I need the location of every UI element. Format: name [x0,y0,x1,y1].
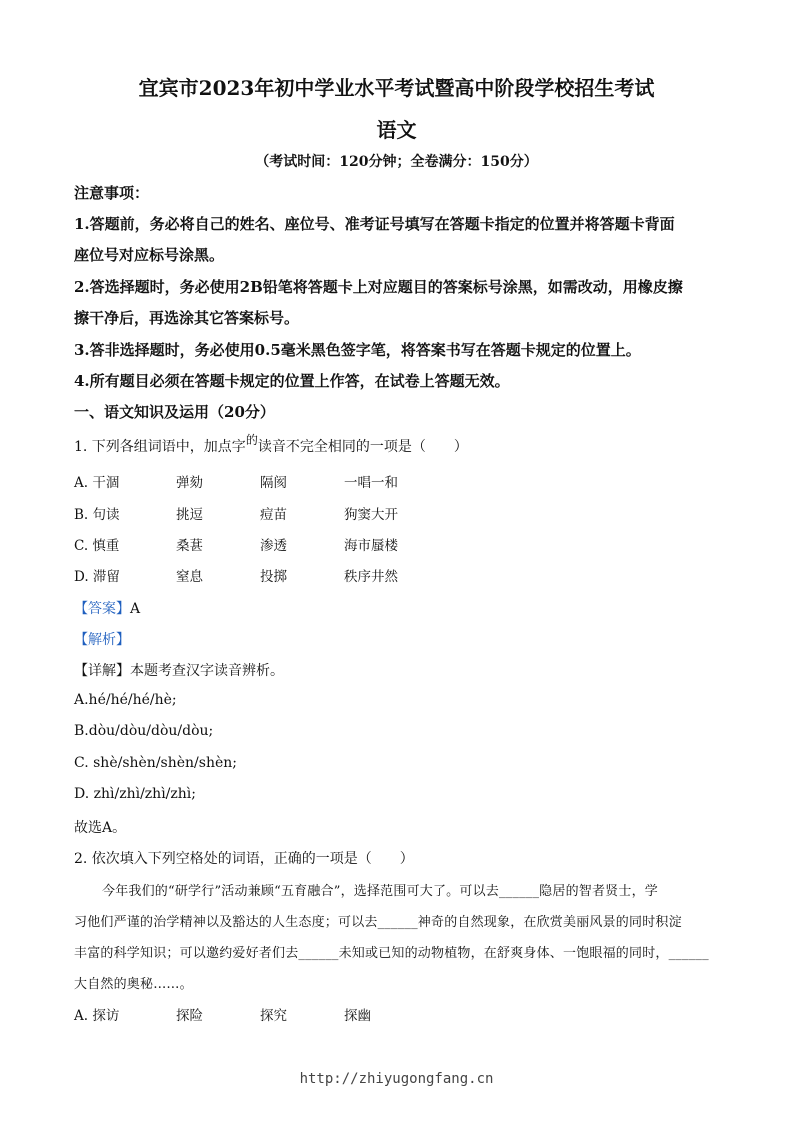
q1-stem [74,433,468,456]
q2-passage-line-2: 习他们严谨的治学精神以及豁达的人生态度；可以去______神奇的自然现象，在欣赏美丽风景的同时积淀 [74,915,682,930]
q2-option-a-w1: A. 探访 [74,1008,120,1024]
q1-option-c-w4: 海市蜃楼 [344,538,398,554]
q2-option-a-w4: 探幽 [344,1008,371,1024]
notice-item-3: 3.答非选择题时，务必使用0.5毫米黑色签字笔，将答案书写在答题卡规定的位置上。 [74,341,641,359]
q2-option-a-w3: 探究 [260,1008,287,1024]
q1-option-b-w4: 狗窦大开 [344,507,398,523]
q2-passage-line-3: 丰富的科学知识；可以邀约爱好者们去______未知或已知的动物植物，在舒爽身体、一饱眼福的同时，______ [74,946,709,961]
q1-option-b-w1: B. 句读 [74,507,120,523]
q1-option-b-w3: 痘苗 [260,507,287,523]
notice-item-2-cont: 擦干净后，再选涂其它答案标号。 [74,309,300,327]
q2-passage-line-1: 今年我们的“研学行”活动兼顾“五育融合”，选择范围可大了。可以去______隐居的智者贤士，学 [102,884,658,899]
q1-pinyin-b: B.dòu/dòu/dòu/dòu; [74,723,214,739]
notice-item-4: 4.所有题目必须在答题卡规定的位置上作答，在试卷上答题无效。 [74,372,510,390]
q1-stem-b: 读音不完全相同的一项是（ ） [257,439,468,455]
q1-stem-sup: 的 [245,433,258,447]
exam-title: 宜宾市2023年初中学业水平考试暨高中阶段学校招生考试 [138,76,655,100]
exam-info: （考试时间：120分钟；全卷满分：150分） [255,154,538,170]
q1-answer [74,598,140,618]
q1-option-c-w3: 渗透 [260,538,287,554]
q1-detail: 【详解】本题考查汉字读音辨析。 [74,663,284,679]
q1-option-b-w2: 挑逗 [176,507,203,523]
notice-item-1-cont: 座位号对应标号涂黑。 [74,246,225,264]
q1-stem-a: 1. 下列各组词语中，加点字 [74,439,246,455]
q1-conclusion: 故选A。 [74,820,127,836]
q1-option-d-w3: 投掷 [260,569,287,585]
q1-pinyin-a: A.hé/hé/hé/hè; [74,692,177,708]
q2-stem: 2. 依次填入下列空格处的词语，正确的一项是（ ） [74,851,414,867]
q1-option-c-w2: 桑葚 [176,538,203,554]
q1-option-a-w2: 弹劾 [176,475,203,491]
q2-option-a-w2: 探险 [176,1008,203,1024]
answer-value: A [130,601,141,617]
q1-option-a-w4: 一唱一和 [344,475,398,491]
notice-heading: 注意事项： [74,184,150,202]
analysis-label: 【解析】 [74,632,130,648]
q1-option-a-w1: A. 干涸 [74,475,120,491]
q2-passage-line-4: 大自然的奥秘……。 [74,977,193,992]
q1-pinyin-c: C. shè/shèn/shèn/shèn; [74,755,237,771]
q1-pinyin-d: D. zhì/zhì/zhì/zhì; [74,786,196,802]
exam-subject: 语文 [376,118,417,142]
answer-label: 【答案】 [74,601,130,617]
notice-item-1: 1.答题前，务必将自己的姓名、座位号、准考证号填写在答题卡指定的位置并将答题卡背面 [74,215,675,233]
q1-option-d-w1: D. 滞留 [74,569,120,585]
q1-option-d-w2: 窒息 [176,569,203,585]
section-heading: 一、语文知识及运用（20分） [74,403,275,421]
q1-option-d-w4: 秩序井然 [344,569,398,585]
q1-option-c-w1: C. 慎重 [74,538,120,554]
q1-option-a-w3: 隔阂 [260,475,287,491]
notice-item-2: 2.答选择题时，务必使用2B铅笔将答题卡上对应题目的答案标号涂黑，如需改动，用橡皮擦 [74,278,683,296]
footer-url[interactable]: http://zhiyugongfang.cn [299,1071,494,1087]
